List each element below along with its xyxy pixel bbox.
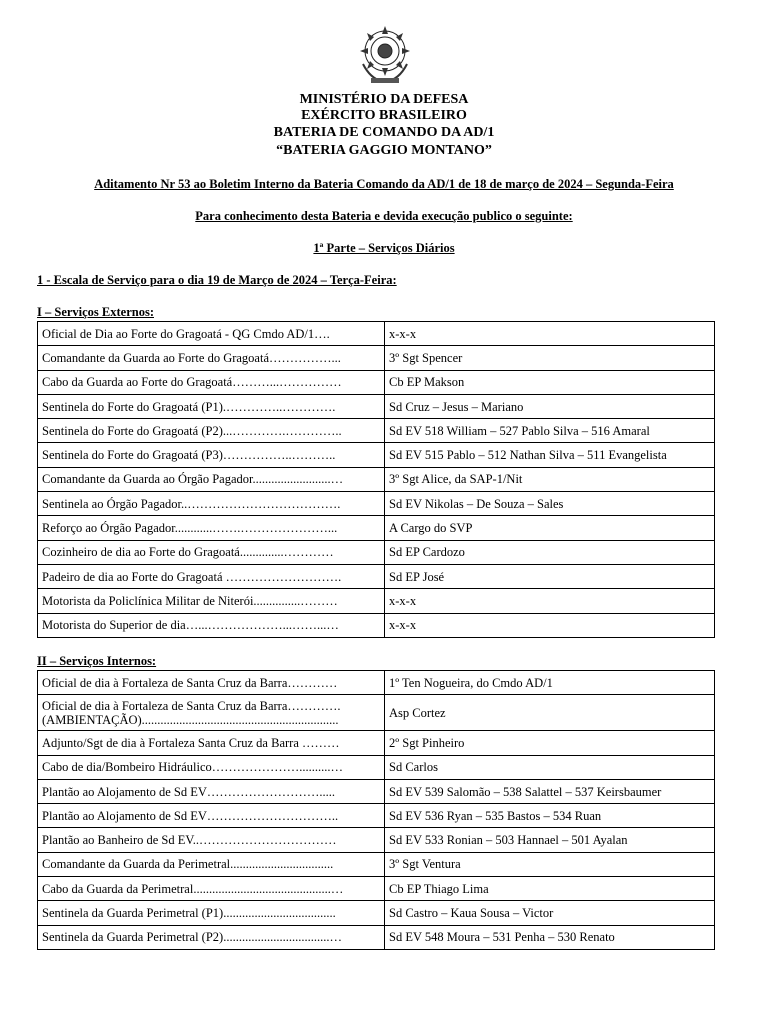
table-row [38,492,715,516]
assigned-cell: 3º Sgt Alice, da SAP-1/Nit [385,467,715,491]
table-row [38,877,715,901]
table-row [38,322,715,346]
table-row [38,695,715,731]
duty-cell: Sentinela do Forte do Gragoatá (P1).…………..…………. [38,394,385,418]
assigned-cell: x-x-x [385,613,715,637]
assigned-cell: Sd EP Cardozo [385,540,715,564]
assigned-cell: Asp Cortez [385,695,715,731]
table-row [38,467,715,491]
section-heading: 1 - Escala de Serviço para o dia 19 de Março de 2024 – Terça-Feira: [37,273,397,287]
assigned-cell: Sd EV 515 Pablo – 512 Nathan Silva – 511 Evangelista [385,443,715,467]
header-ministry: MINISTÉRIO DA DEFESA [299,92,469,107]
duty-cell: Oficial de dia à Fortaleza de Santa Cruz da Barra………… [38,671,385,695]
document-title: Aditamento Nr 53 ao Boletim Interno da Bateria Comando da AD/1 de 18 de março de 2024 – Segunda-Feira [94,177,674,191]
assigned-cell: Sd EV 548 Moura – 531 Penha – 530 Renato [385,925,715,949]
table-row [38,828,715,852]
duty-cell: Comandante da Guarda ao Órgão Pagador.........................… [38,467,385,491]
internal-services-label: II – Serviços Internos: [37,654,157,668]
duty-cell: Comandante da Guarda ao Forte do Gragoatá……………... [38,346,385,370]
table-row [38,346,715,370]
table-row [38,731,715,755]
duty-cell: Plantão ao Banheiro de Sd EV..…………………………… [38,828,385,852]
assigned-cell: Cb EP Makson [385,370,715,394]
duty-cell: Sentinela do Forte do Gragoatá (P2)...………….………….. [38,419,385,443]
assigned-cell: 2º Sgt Pinheiro [385,731,715,755]
coat-of-arms-emblem [357,24,413,86]
assigned-cell: Sd EV Nikolas – De Souza – Sales [385,492,715,516]
table-row [38,671,715,695]
duty-cell: Oficial de Dia ao Forte do Gragoatá - QG Cmdo AD/1…. [38,322,385,346]
assigned-cell: Sd Cruz – Jesus – Mariano [385,394,715,418]
duty-cell: Sentinela do Forte do Gragoatá (P3)……………..……….. [38,443,385,467]
table-row [38,564,715,588]
external-services-table [37,321,715,638]
assigned-cell: A Cargo do SVP [385,516,715,540]
assigned-cell: x-x-x [385,589,715,613]
duty-cell: Comandante da Guarda da Perimetral................................. [38,852,385,876]
table-row [38,516,715,540]
duty-cell: Reforço ao Órgão Pagador............…….…………………... [38,516,385,540]
external-services-label: I – Serviços Externos: [37,305,154,319]
duty-cell: Sentinela da Guarda Perimetral (P1).................................... [38,901,385,925]
table-row [38,804,715,828]
table-row [38,779,715,803]
duty-cell: Cabo da Guarda da Perimetral............................................… [38,877,385,901]
assigned-cell: 3º Sgt Spencer [385,346,715,370]
assigned-cell: Sd EV 536 Ryan – 535 Bastos – 534 Ruan [385,804,715,828]
part-heading: 1ª Parte – Serviços Diários [313,241,455,255]
assigned-cell: Cb EP Thiago Lima [385,877,715,901]
table-row [38,394,715,418]
header-army: EXÉRCITO BRASILEIRO [301,108,467,123]
duty-cell: Cabo de dia/Bombeiro Hidráulico…………………..........… [38,755,385,779]
assigned-cell: Sd EV 518 William – 527 Pablo Silva – 516 Amaral [385,419,715,443]
duty-cell: Adjunto/Sgt de dia à Fortaleza Santa Cruz da Barra ……… [38,731,385,755]
duty-cell: Sentinela da Guarda Perimetral (P2)..................................… [38,925,385,949]
header-battery-name: “BATERIA GAGGIO MONTANO” [276,143,492,158]
duty-cell: Plantão ao Alojamento de Sd EV………………………….. [38,804,385,828]
table-row [38,589,715,613]
duty-cell: Plantão ao Alojamento de Sd EV………………………..... [38,779,385,803]
internal-services-table [37,670,715,950]
assigned-cell: Sd EV 539 Salomão – 538 Salattel – 537 Keirsbaumer [385,779,715,803]
assigned-cell: 1º Ten Nogueira, do Cmdo AD/1 [385,671,715,695]
table-row [38,540,715,564]
document-notice: Para conhecimento desta Bateria e devida execução publico o seguinte: [195,209,573,223]
table-row [38,755,715,779]
table-row [38,901,715,925]
table-row [38,613,715,637]
assigned-cell: 3º Sgt Ventura [385,852,715,876]
duty-cell: Padeiro de dia ao Forte do Gragoatá ………………………. [38,564,385,588]
table-row [38,852,715,876]
table-row [38,419,715,443]
duty-cell: Sentinela ao Órgão Pagador..………………………………. [38,492,385,516]
table-row [38,443,715,467]
table-row [38,925,715,949]
duty-cell: Cozinheiro de dia ao Forte do Gragoatá..............………… [38,540,385,564]
duty-cell: Cabo da Guarda ao Forte do Gragoatá………...…………… [38,370,385,394]
header-battery: BATERIA DE COMANDO DA AD/1 [273,125,495,140]
assigned-cell: x-x-x [385,322,715,346]
assigned-cell: Sd EV 533 Ronian – 503 Hannael – 501 Ayalan [385,828,715,852]
duty-cell: Motorista da Policlínica Militar de Niterói...............……… [38,589,385,613]
duty-cell: Oficial de dia à Fortaleza de Santa Cruz da Barra…………. (AMBIENTAÇÃO)............................................................... [38,695,385,731]
duty-cell: Motorista do Superior de dia…...………………...……...… [38,613,385,637]
assigned-cell: Sd EP José [385,564,715,588]
assigned-cell: Sd Castro – Kaua Sousa – Victor [385,901,715,925]
table-row [38,370,715,394]
assigned-cell: Sd Carlos [385,755,715,779]
